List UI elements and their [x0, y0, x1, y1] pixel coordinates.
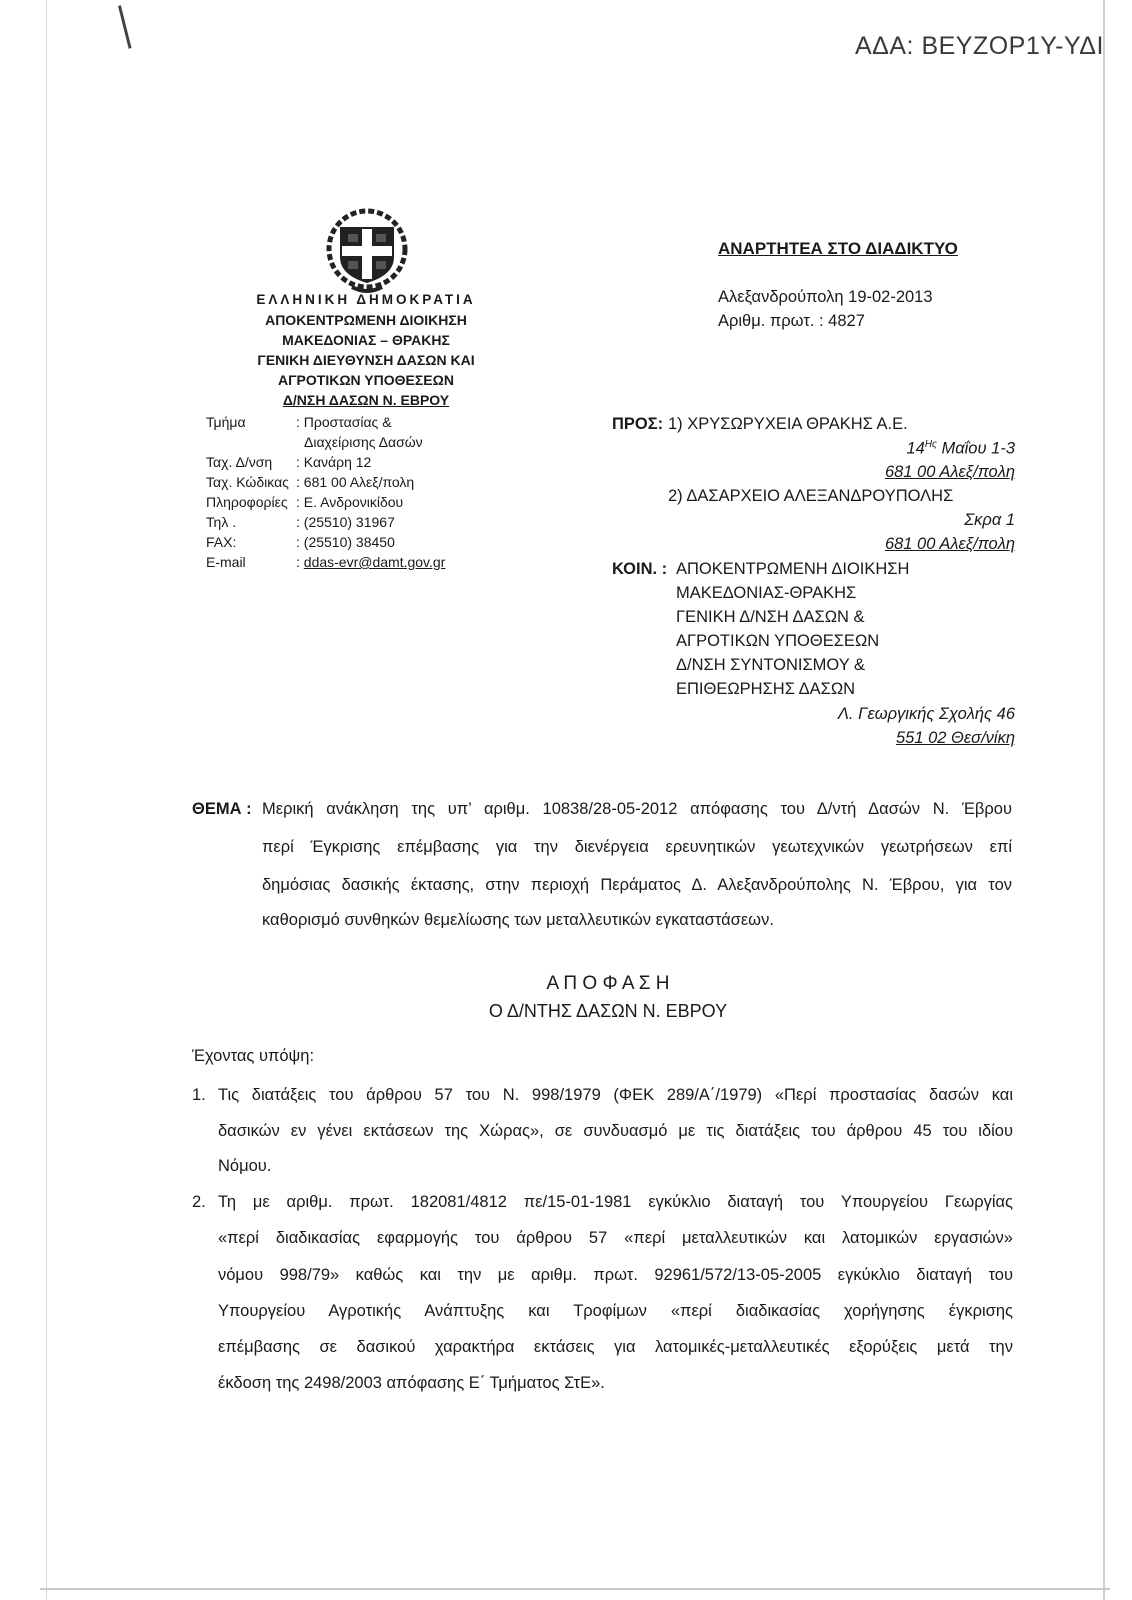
recipient-2-address: Σκρα 1 [964, 511, 1015, 529]
scan-pen-mark [118, 5, 132, 48]
header-republic: ΕΛΛΗΝΙΚΗ ΔΗΜΟΚΡΑΤΙΑ [256, 292, 476, 307]
item-2-line-3: νόμου 998/79» καθώς και την με αριθμ. πρωτ. 92961/572/13-05-2005 εγκύκλιο διαταγή του [218, 1266, 1013, 1284]
koin-line-3: ΓΕΝΙΚΗ Δ/ΝΣΗ ΔΑΣΩΝ & [676, 608, 865, 626]
recipient-1-address-number: 14 [906, 439, 925, 458]
address-value: : Κανάρη 12 [296, 454, 372, 470]
scan-edge-bottom [40, 1588, 1110, 1590]
decision-title: Α Π Ο Φ Α Σ Η [546, 973, 670, 994]
zip-label: Ταχ. Κώδικας [206, 474, 289, 490]
item-2-line-4: Υπουργείου Αγροτικής Ανάπτυξης και Τροφίμων «περί διαδικασίας χορήγησης έγκρισης [218, 1302, 1013, 1320]
address-label: Ταχ. Δ/νση [206, 454, 273, 470]
recipient-2: 2) ΔΑΣΑΡΧΕΙΟ ΑΛΕΞΑΝΔΡΟΥΠΟΛΗΣ [668, 487, 954, 505]
koin-line-6: ΕΠΙΘΕΩΡΗΣΗΣ ΔΑΣΩΝ [676, 680, 856, 698]
scan-edge-right [1103, 0, 1105, 1600]
subject-line-1: Μερική ανάκληση της υπ’ αριθμ. 10838/28-05-2012 απόφασης του Δ/ντή Δασών Ν. Έβρου [262, 800, 1012, 818]
dept-value: : Προστασίας & [296, 414, 392, 430]
item-2-number: 2. [192, 1193, 206, 1211]
item-1-line-3: Νόμου. [218, 1157, 272, 1175]
subject-line-2: περί Έγκρισης επέμβασης για την διενέργεια ερευνητικών γεωτεχνικών γεωτρήσεων επί [262, 838, 1012, 856]
considering-label: Έχοντας υπόψη: [192, 1047, 315, 1065]
fax-value: : (25510) 38450 [296, 534, 395, 550]
tel-label: Τηλ . [206, 514, 237, 530]
greek-coat-of-arms-icon [322, 205, 412, 295]
header-region: ΜΑΚΕΔΟΝΙΑΣ – ΘΡΑΚΗΣ [282, 332, 450, 348]
header-general-directorate-2: ΑΓΡΟΤΙΚΩΝ ΥΠΟΘΕΣΕΩΝ [278, 372, 454, 388]
recipient-1-address-suffix: Ης [924, 439, 937, 450]
item-1-line-2: δασικών εν γένει εκτάσεων της Χώρας», σε συνδυασμό με τις διατάξεις του άρθρου 45 του ιδίου [218, 1122, 1013, 1140]
recipient-1-city: 681 00 Αλεξ/πολη [884, 463, 1015, 481]
tel-value: : (25510) 31967 [296, 514, 395, 530]
ada-code: ΑΔΑ: ΒΕΥΖΟΡ1Υ-ΥΔΙ [855, 32, 1104, 60]
item-1-number: 1. [192, 1086, 206, 1104]
header-directorate: Δ/ΝΣΗ ΔΑΣΩΝ Ν. ΕΒΡΟΥ [282, 392, 450, 408]
subject-line-4: καθορισμό συνθηκών θεμελίωσης των μεταλλευτικών εγκαταστάσεων. [262, 911, 774, 929]
zip-value: : 681 00 Αλεξ/πολη [296, 474, 415, 490]
info-label: Πληροφορίες [206, 494, 288, 510]
header-general-directorate: ΓΕΝΙΚΗ ΔΙΕΥΘΥΝΣΗ ΔΑΣΩΝ ΚΑΙ [257, 352, 475, 368]
email-row [296, 552, 445, 572]
koin-line-1: ΑΠΟΚΕΝΤΡΩΜΕΝΗ ΔΙΟΙΚΗΣΗ [676, 560, 910, 578]
dept-value-2: Διαχείρισης Δασών [304, 434, 423, 450]
fax-label: FAX: [206, 534, 237, 550]
koin-line-5: Δ/ΝΣΗ ΣΥΝΤΟΝΙΣΜΟΥ & [676, 656, 866, 674]
scan-edge-left [46, 0, 47, 1600]
email-label: E-mail [206, 554, 246, 570]
item-2-line-2: «περί διαδικασίας εφαρμογής του άρθρου 57 «περί μεταλλευτικών και λατομικών εργασιών» [218, 1229, 1013, 1247]
decision-subtitle: Ο Δ/ΝΤΗΣ ΔΑΣΩΝ Ν. ΕΒΡΟΥ [488, 1001, 728, 1021]
item-2-line-5: επέμβασης σε δασικού χαρακτήρα εκτάσεις για λατομικές-μεταλλευτικές εξορύξεις μετά την [218, 1338, 1013, 1356]
header-decentralized-admin: ΑΠΟΚΕΝΤΡΩΜΕΝΗ ΔΙΟΙΚΗΣΗ [265, 312, 467, 328]
koin-label: ΚΟΙΝ. : [612, 560, 668, 578]
to-label: ΠΡΟΣ: [612, 415, 664, 433]
info-value: : Ε. Ανδρονικίδου [296, 494, 404, 510]
subject-line-3: δημόσιας δασικής έκτασης, στην περιοχή Περάματος Δ. Αλεξανδρούπολης Ν. Έβρου, για τον [262, 876, 1012, 894]
email-link[interactable]: ddas-evr@damt.gov.gr [303, 554, 446, 570]
place-date: Αλεξανδρούπολη 19-02-2013 [718, 288, 933, 306]
email-colon: : [296, 554, 304, 570]
recipient-1-address [906, 439, 1015, 459]
item-2-line-1: Τη με αριθμ. πρωτ. 182081/4812 πε/15-01-1981 εγκύκλιο διαταγή του Υπουργείου Γεωργίας [218, 1193, 1013, 1211]
protocol-number: Αριθμ. πρωτ. : 4827 [718, 312, 865, 330]
recipient-1-address-street: Μαΐου 1-3 [936, 439, 1015, 458]
dept-label: Τμήμα [206, 414, 246, 430]
item-2-line-6: έκδοση της 2498/2003 απόφασης Ε΄ Τμήματος ΣτΕ». [218, 1374, 605, 1392]
koin-line-2: ΜΑΚΕΔΟΝΙΑΣ-ΘΡΑΚΗΣ [676, 584, 857, 602]
subject-label: ΘΕΜΑ : [192, 800, 252, 818]
recipient-1: 1) ΧΡΥΣΩΡΥΧΕΙΑ ΘΡΑΚΗΣ Α.Ε. [668, 415, 908, 433]
post-online-notice: ΑΝΑΡΤΗΤΕΑ ΣΤΟ ΔΙΑΔΙΚΤΥΟ [718, 239, 958, 258]
recipient-2-city: 681 00 Αλεξ/πολη [884, 535, 1015, 553]
koin-line-4: ΑΓΡΟΤΙΚΩΝ ΥΠΟΘΕΣΕΩΝ [676, 632, 880, 650]
koin-address: Λ. Γεωργικής Σχολής 46 [837, 705, 1015, 723]
koin-city: 551 02 Θεσ/νίκη [896, 729, 1015, 747]
item-1-line-1: Τις διατάξεις του άρθρου 57 του Ν. 998/1979 (ΦΕΚ 289/Α΄/1979) «Περί προστασίας δασών και [218, 1086, 1013, 1104]
